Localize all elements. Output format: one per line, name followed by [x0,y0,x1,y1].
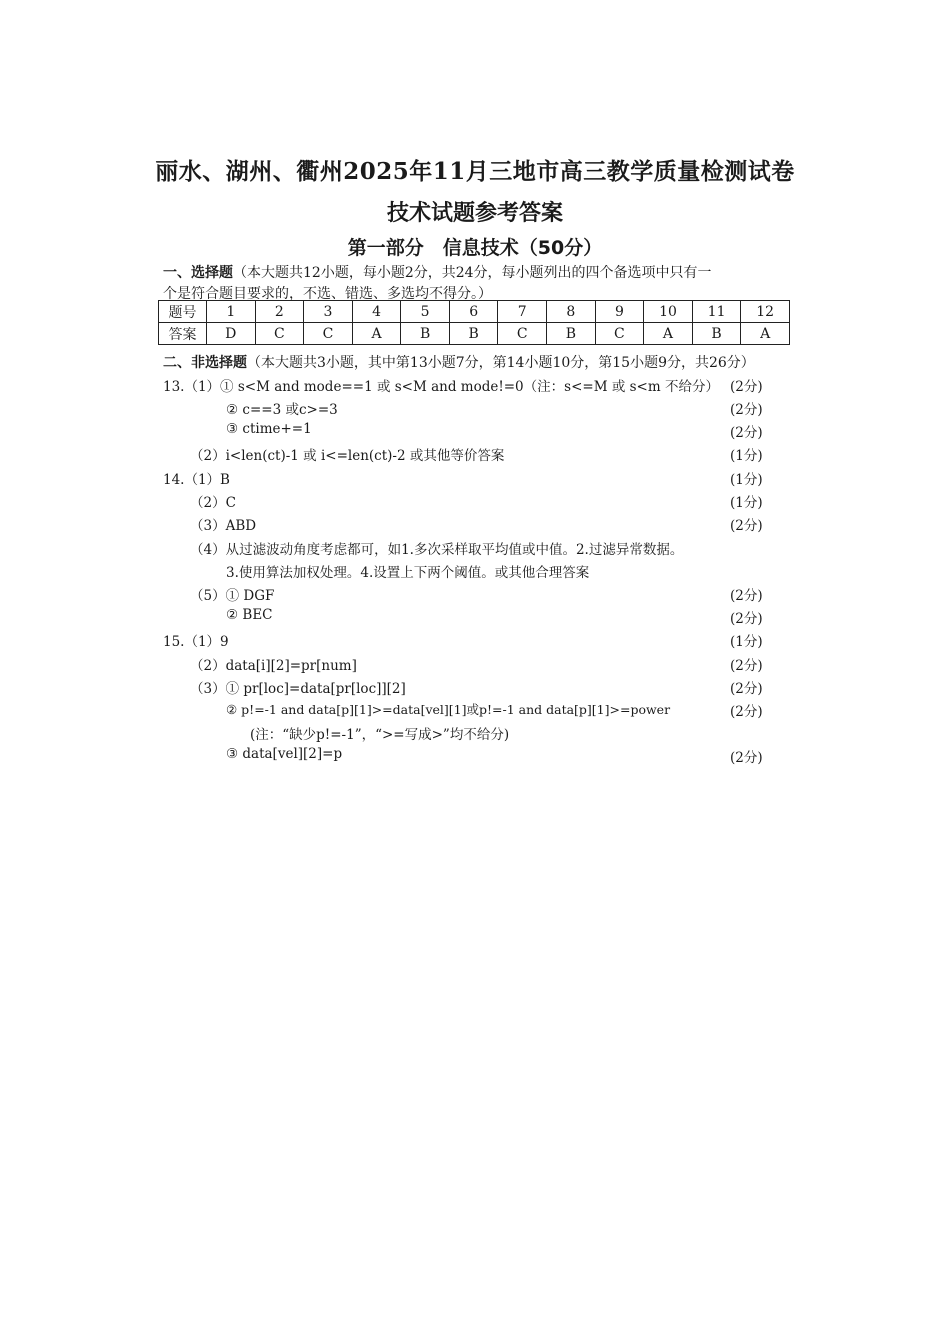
answer-line-13-1-2: ② c==3 或c>=3 [226,402,338,418]
question-number: 6 [449,301,498,323]
table-row-label: 题号 [159,301,207,323]
section1-desc1: （本大题共12小题，每小题2分，共24分，每小题列出的四个备选项中只有一 [233,265,712,281]
answer-line-15-2: （2）data[i][2]=pr[num] [190,658,357,674]
question-number: 12 [741,301,790,323]
answer-cell: A [644,323,693,345]
score-label: (2分) [730,704,763,720]
answer-line-14-3: （3）ABD [190,518,257,534]
answer-cell: C [498,323,547,345]
section1-heading: 一、选择题 [163,265,233,281]
section2-line [163,352,755,372]
answer-line-13-1-1: 13.（1）① s<M and mode==1 或 s<M and mode!=0（注：s<=M 或 s<m 不给分） [163,379,719,395]
answer-line-15-3-3: ③ data[vel][2]=p [226,746,343,762]
answer-line-15-3-2: ② p!=-1 and data[p][1]>=data[vel][1]或p!=-1 and data[p][1]>=power [226,702,671,717]
question-number: 4 [352,301,401,323]
section2-heading: 二、非选择题 [163,355,247,371]
score-label: (2分) [730,611,763,627]
answer-line-14-4a: （4）从过滤波动角度考虑都可，如1.多次采样取平均值或中值。2.过滤异常数据。 [190,542,684,558]
table-row-label: 答案 [159,323,207,345]
answer-line-14-2: （2）C [190,495,236,511]
answer-cell: A [741,323,790,345]
answer-cell: B [692,323,741,345]
answer-table [158,300,790,345]
answer-table-answer-row [159,323,790,345]
score-label: (1分) [730,472,763,488]
score-label: (2分) [730,518,763,534]
answer-cell: B [401,323,450,345]
score-label: (2分) [730,402,763,418]
answer-cell: D [207,323,256,345]
score-label: (2分) [730,379,763,395]
section1-desc2: 个是符合题目要求的，不选、错选、多选均不得分。） [163,286,492,302]
question-number: 2 [255,301,304,323]
question-number: 7 [498,301,547,323]
answer-cell: B [449,323,498,345]
question-number: 5 [401,301,450,323]
answer-table-number-row [159,301,790,323]
question-number: 3 [304,301,353,323]
score-label: (2分) [730,681,763,697]
answer-cell: B [547,323,596,345]
answer-note-15-3-2: (注：“缺少p!=-1”，“>=写成>”均不给分) [250,727,510,743]
answer-line-13-1-3: ③ ctime+=1 [226,421,312,437]
answer-cell: C [255,323,304,345]
document-title: 丽水、湖州、衢州2025年11月三地市高三教学质量检测试卷 [155,158,795,185]
score-label: (1分) [730,448,763,464]
answer-line-13-2: （2）i<len(ct)-1 或 i<=len(ct)-2 或其他等价答案 [190,448,505,464]
section1-line1 [163,262,712,282]
part-heading: 第一部分 信息技术（50分） [347,237,603,259]
answer-line-15-3-1: （3）① pr[loc]=data[pr[loc]][2] [190,681,406,697]
question-number: 8 [547,301,596,323]
score-label: (1分) [730,634,763,650]
answer-line-14-5-2: ② BEC [226,607,273,623]
score-label: (1分) [730,495,763,511]
question-number: 11 [692,301,741,323]
document-subtitle: 技术试题参考答案 [386,200,563,226]
score-label: (2分) [730,425,763,441]
answer-line-15-1: 15.（1）9 [163,634,229,650]
answer-line-14-5-1: （5）① DGF [190,588,275,604]
score-label: (2分) [730,750,763,766]
answer-cell: C [304,323,353,345]
question-number: 1 [207,301,256,323]
score-label: (2分) [730,658,763,674]
answer-cell: C [595,323,644,345]
question-number: 10 [644,301,693,323]
score-label: (2分) [730,588,763,604]
question-number: 9 [595,301,644,323]
answer-line-14-4b: 3.使用算法加权处理。4.设置上下两个阈值。或其他合理答案 [226,565,590,581]
answer-line-14-1: 14.（1）B [163,472,230,488]
answer-cell: A [352,323,401,345]
section2-desc: （本大题共3小题，其中第13小题7分，第14小题10分，第15小题9分，共26分） [247,355,755,371]
